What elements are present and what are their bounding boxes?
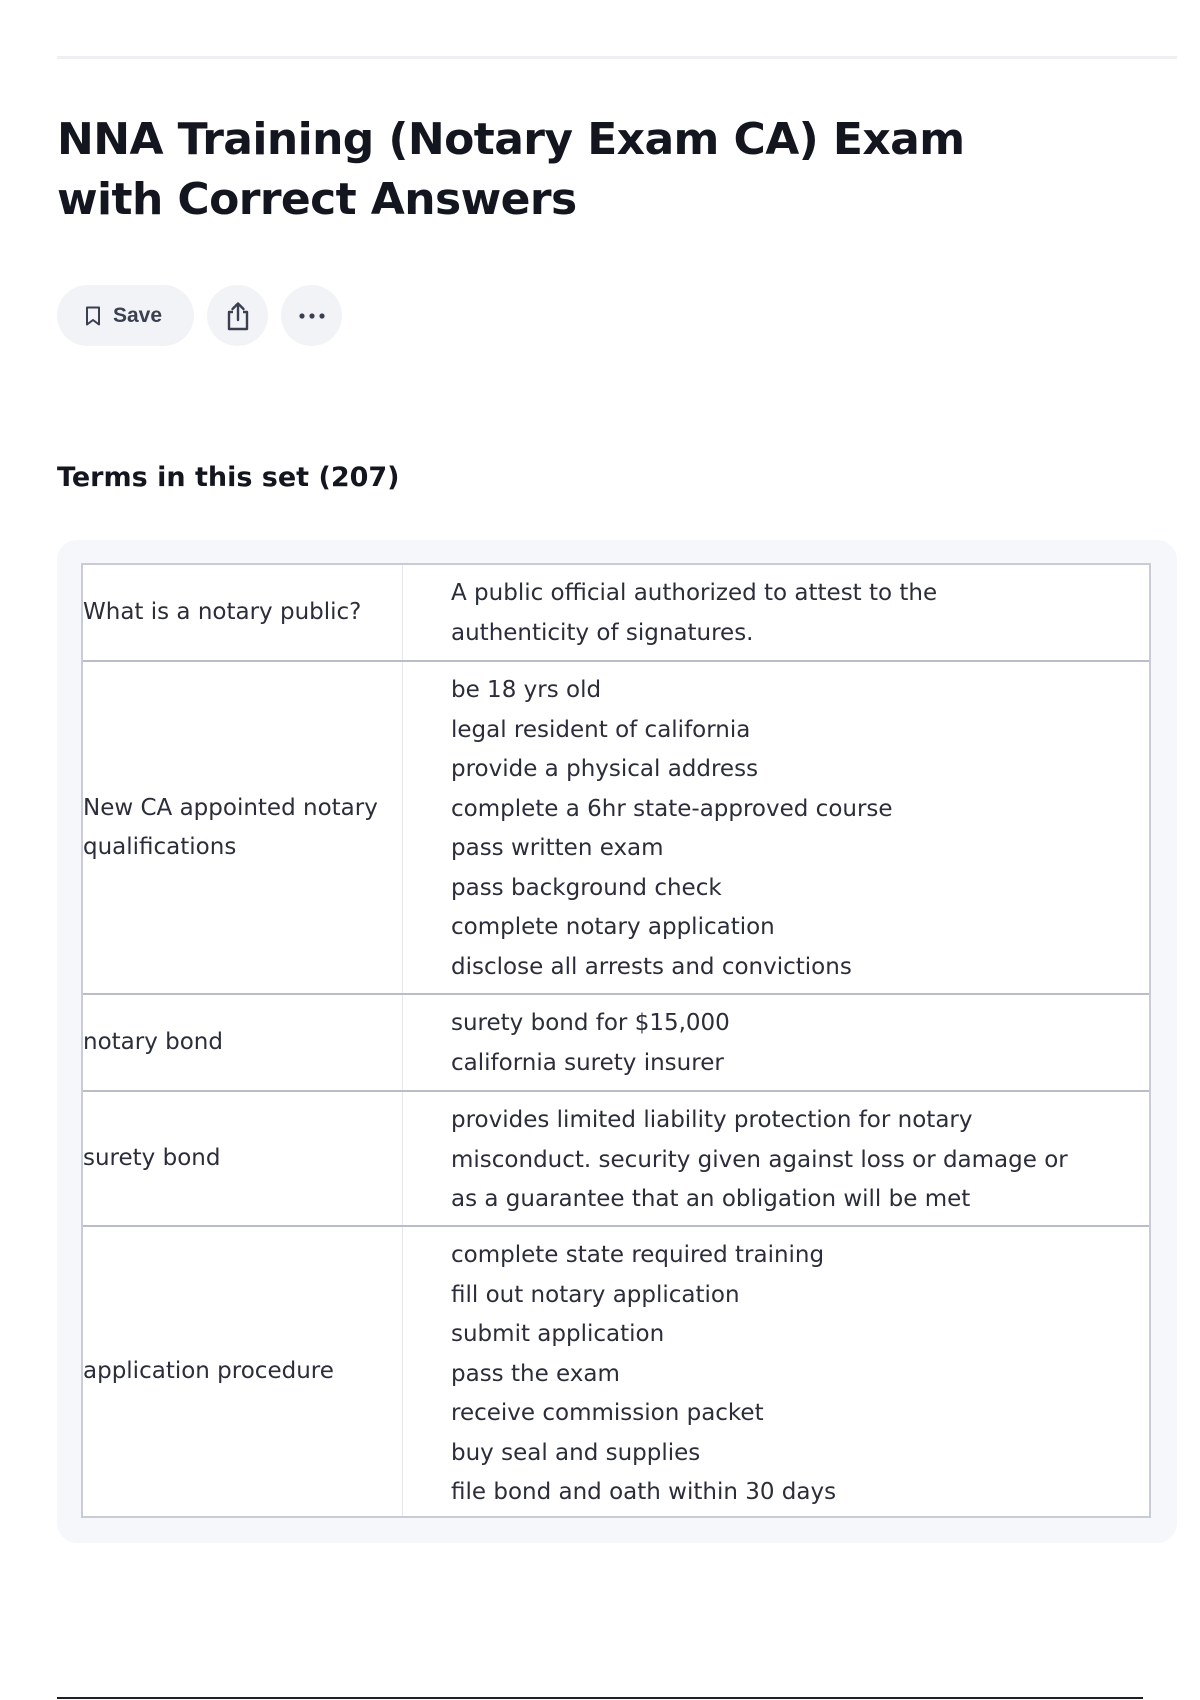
bottom-rule: [57, 1697, 1143, 1699]
terms-heading: Terms in this set (207): [57, 462, 400, 493]
terms-panel: [57, 540, 1177, 1543]
definition-line: surety bond for $15,000: [451, 1010, 730, 1036]
definition-line: authenticity of signatures.: [451, 619, 754, 646]
term-text: [83, 565, 403, 660]
definition-text: [403, 1092, 1149, 1225]
term-row: [83, 660, 1149, 993]
definition-line: misconduct. security given against loss or damage or: [451, 1146, 1068, 1173]
share-button[interactable]: [207, 285, 268, 346]
action-bar: [57, 285, 342, 346]
definition-line: as a guarantee that an obligation will be met: [451, 1186, 971, 1212]
bookmark-icon: [85, 306, 101, 326]
term-row: [83, 993, 1149, 1090]
definition-line: file bond and oath within 30 days: [451, 1479, 837, 1505]
definition-line: complete notary application: [451, 914, 775, 940]
definition-line: fill out notary application: [451, 1281, 740, 1308]
term-text: [83, 662, 403, 993]
term-label: surety bond: [83, 1145, 221, 1171]
definition-line: pass written exam: [451, 835, 664, 861]
definition-line: pass background check: [451, 874, 722, 901]
term-label: application procedure: [83, 1358, 334, 1384]
definition-line: complete a 6hr state-approved course: [451, 795, 893, 822]
more-icon: [298, 312, 326, 320]
definition-line: provides limited liability protection for notary: [451, 1107, 973, 1133]
term-text: [83, 1092, 403, 1225]
definition-line: legal resident of california: [451, 716, 751, 743]
term-row: [83, 565, 1149, 660]
term-row: [83, 1090, 1149, 1225]
term-text: [83, 995, 403, 1090]
definition-line: be 18 yrs old: [451, 677, 602, 703]
term-row: [83, 1225, 1149, 1516]
terms-table: [81, 563, 1151, 1518]
definition-text: [403, 1227, 1149, 1516]
save-button-label: Save: [113, 303, 163, 327]
definition-line: A public official authorized to attest to the: [451, 580, 938, 606]
definition-line: buy seal and supplies: [451, 1439, 701, 1466]
definition-text: [403, 565, 1149, 660]
definition-line: california surety insurer: [451, 1049, 724, 1076]
definition-line: receive commission packet: [451, 1400, 764, 1426]
save-button[interactable]: [57, 285, 194, 346]
top-divider: [57, 56, 1177, 59]
definition-text: [403, 662, 1149, 993]
share-icon: [225, 301, 251, 331]
definition-line: submit application: [451, 1321, 665, 1347]
definition-line: complete state required training: [451, 1242, 825, 1268]
definition-line: provide a physical address: [451, 756, 759, 782]
definition-line: pass the exam: [451, 1360, 620, 1387]
definition-text: [403, 995, 1149, 1090]
term-label: What is a notary public?: [83, 599, 362, 625]
definition-line: disclose all arrests and convictions: [451, 953, 852, 980]
more-options-button[interactable]: [281, 285, 342, 346]
page-title: NNA Training (Notary Exam CA) Exam with Correct Answers: [57, 114, 965, 225]
term-label: New CA appointed notary qualifications: [83, 794, 378, 860]
term-label: notary bond: [83, 1029, 223, 1055]
term-text: [83, 1227, 403, 1516]
